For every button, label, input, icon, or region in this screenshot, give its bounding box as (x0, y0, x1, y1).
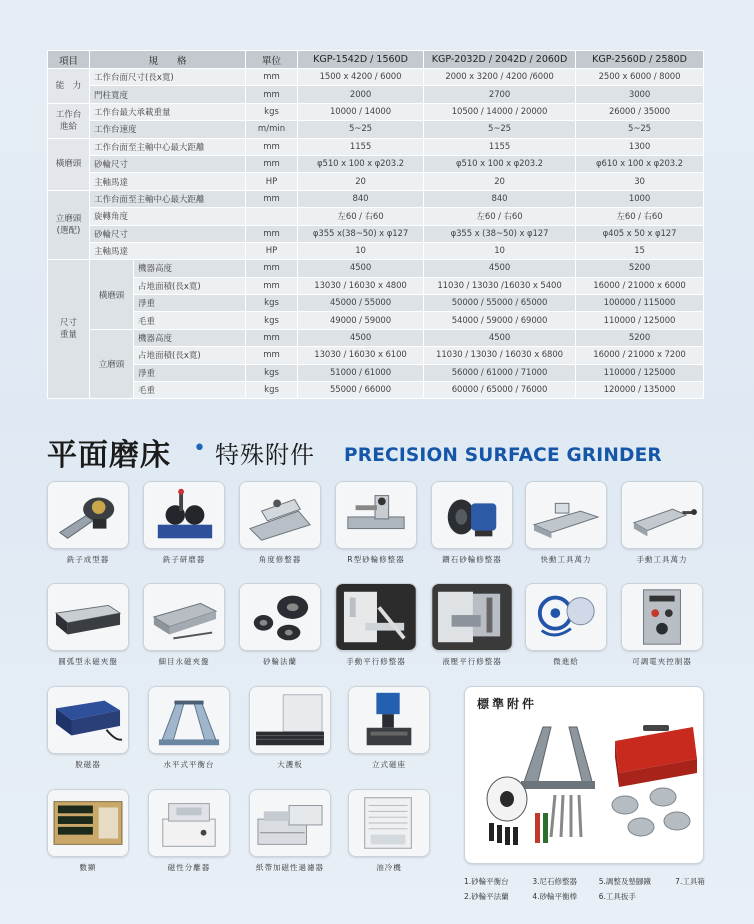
spec-unit (246, 208, 298, 225)
spec-value: φ405 x 50 x φ127 (576, 225, 704, 242)
spec-item: 工作台速度 (90, 121, 246, 138)
profile-dresser-icon (47, 481, 129, 549)
paper-magnetic-filter-icon (249, 789, 331, 857)
spec-row (48, 312, 704, 329)
accessory-caption: 立式磁座 (372, 760, 406, 769)
header-unit: 單位 (246, 51, 298, 69)
accessory-caption: 紙帶加磁性過濾器 (256, 863, 324, 872)
standard-accessories-illustration (465, 687, 704, 864)
spec-row (48, 190, 704, 207)
standard-item: 3.尼石修整器 (532, 877, 578, 886)
spec-value: φ510 x 100 x φ203.2 (298, 155, 424, 172)
accessory-profile-dresser (47, 481, 129, 565)
spec-row (48, 225, 704, 242)
standard-item: 1.砂輪平衡台 (464, 877, 509, 886)
accessory-caption: 快動工具萬力 (540, 555, 592, 564)
spec-unit: mm (246, 155, 298, 172)
spec-unit: mm (246, 277, 298, 294)
title-english: PRECISION SURFACE GRINDER (344, 445, 662, 466)
diamond-dresser-icon (431, 481, 513, 549)
spec-value: 20 (298, 173, 424, 190)
accessory-caption: 數顯 (79, 863, 97, 872)
accessory-caption: 砂輪法蘭 (263, 657, 297, 666)
spec-row (48, 208, 704, 225)
hydraulic-parallel-dresser-icon (431, 583, 513, 651)
accessory-caption: 液壓平行修整器 (442, 657, 502, 666)
accessory-caption: 角度修整器 (258, 555, 302, 564)
radius-dresser-icon (335, 481, 417, 549)
spec-row (48, 173, 704, 190)
spec-value: 左60 / 右60 (576, 208, 704, 225)
spec-value: 45000 / 55000 (298, 295, 424, 312)
standard-item: 5.調整及墊腳鐵 (598, 877, 651, 886)
spec-item: 毛重 (134, 312, 246, 329)
wheel-flange-icon (239, 583, 321, 651)
group-capacity: 能 力 (48, 69, 90, 104)
magnetic-separator-icon (148, 789, 230, 857)
spec-value: φ610 x 100 x φ203.2 (576, 155, 704, 172)
accessory-quick-vise (525, 481, 607, 565)
spec-unit: kgs (246, 295, 298, 312)
spec-value: 1000 (576, 190, 704, 207)
group-cross-head: 橫磨頭 (48, 138, 90, 190)
spec-item: 機器高度 (134, 260, 246, 277)
spec-value: 4500 (298, 260, 424, 277)
spec-row (48, 138, 704, 155)
spec-value: 1155 (298, 138, 424, 155)
spec-item: 占地面積(長x寬) (134, 277, 246, 294)
spec-item: 淨重 (134, 295, 246, 312)
spec-row (48, 155, 704, 172)
chuck-controller-icon (621, 583, 703, 651)
accessory-caption: 微進給 (553, 657, 579, 666)
spec-unit: mm (246, 347, 298, 364)
accessory-oil-cooler (348, 789, 430, 873)
spec-value: 4500 (424, 329, 576, 346)
spec-unit: kgs (246, 103, 298, 120)
spec-value: 100000 / 115000 (576, 295, 704, 312)
spec-value: 11030 / 13030 / 16030 x 6800 (424, 347, 576, 364)
accessory-demagnetizer (47, 686, 129, 770)
spec-item: 砂輪尺寸 (90, 155, 246, 172)
balancing-stand-icon (148, 686, 230, 754)
accessory-hydraulic-parallel-dresser (431, 583, 513, 667)
spec-value: 2500 x 6000 / 8000 (576, 69, 704, 86)
title-dot: • (193, 436, 206, 461)
spec-row (48, 260, 704, 277)
spec-item: 占地面積(長x寬) (134, 347, 246, 364)
header-item: 項目 (48, 51, 90, 69)
spec-value: 840 (424, 190, 576, 207)
title-chinese-main: 平面磨床 (47, 438, 171, 473)
spec-value: 13030 / 16030 x 4800 (298, 277, 424, 294)
accessory-caption: 可調電夾控制器 (632, 657, 692, 666)
accessory-caption: 大護板 (277, 760, 303, 769)
spec-value: 10 (298, 242, 424, 259)
arc-magnetic-chuck-icon (47, 583, 129, 651)
spec-item: 門柱寬度 (90, 86, 246, 103)
fine-pole-chuck-icon (143, 583, 225, 651)
accessory-caption: 磁性分離器 (167, 863, 211, 872)
spec-unit: mm (246, 260, 298, 277)
spec-value: 16000 / 21000 x 7200 (576, 347, 704, 364)
spec-header-row (48, 51, 704, 69)
spec-value: 16000 / 21000 x 6000 (576, 277, 704, 294)
standard-item: 6.工具扳手 (598, 892, 636, 901)
spec-item: 主軸馬達 (90, 173, 246, 190)
accessory-paper-magnetic-filter (249, 789, 331, 873)
spec-value: 110000 / 125000 (576, 364, 704, 381)
spec-value: 10000 / 14000 (298, 103, 424, 120)
spec-unit: mm (246, 190, 298, 207)
vertical-magnet-base-icon (348, 686, 430, 754)
spec-value: 51000 / 61000 (298, 364, 424, 381)
spec-row (48, 329, 704, 346)
standard-item: 7.工具箱 (675, 877, 705, 886)
spec-item: 工作台面尺寸(長x寬) (90, 69, 246, 86)
spec-value: 54000 / 59000 / 69000 (424, 312, 576, 329)
standard-accessories-list (464, 874, 714, 904)
spec-value: 56000 / 61000 / 71000 (424, 364, 576, 381)
accessory-caption: 油冷機 (376, 863, 402, 872)
spec-item: 旋轉角度 (90, 208, 246, 225)
oil-cooler-icon (348, 789, 430, 857)
standard-item: 2.砂輪平法蘭 (464, 892, 509, 901)
micro-feed-icon (525, 583, 607, 651)
demagnetizer-icon (47, 686, 129, 754)
spec-value: 50000 / 55000 / 65000 (424, 295, 576, 312)
spec-row (48, 121, 704, 138)
spec-row (48, 103, 704, 120)
accessory-caption: 圓弧型永磁夾盤 (58, 657, 118, 666)
spec-value: 4500 (298, 329, 424, 346)
accessory-caption: 鑽石砂輪修整器 (442, 555, 502, 564)
spec-value: φ510 x 100 x φ203.2 (424, 155, 576, 172)
accessory-balancing-stand (148, 686, 230, 770)
header-model-1: KGP-1542D / 1560D (298, 51, 424, 69)
spec-table (47, 50, 704, 399)
header-model-3: KGP-2560D / 2580D (576, 51, 704, 69)
subgroup-vertical-head: 立磨頭 (90, 329, 134, 399)
spec-value: 110000 / 125000 (576, 312, 704, 329)
accessory-vertical-magnet-base (348, 686, 430, 770)
spec-item: 工作台面至主軸中心最大距離 (90, 190, 246, 207)
spec-unit: kgs (246, 382, 298, 399)
spec-unit: mm (246, 69, 298, 86)
accessory-caption: 手動工具萬力 (636, 555, 688, 564)
spec-item: 淨重 (134, 364, 246, 381)
accessory-manual-vise (621, 481, 703, 565)
spec-value: 5~25 (298, 121, 424, 138)
spec-unit: m/min (246, 121, 298, 138)
spec-value: 5~25 (424, 121, 576, 138)
spec-value: 5200 (576, 260, 704, 277)
accessory-caption: R型砂輪修整器 (347, 555, 405, 564)
spec-value: 49000 / 59000 (298, 312, 424, 329)
header-model-2: KGP-2032D / 2042D / 2060D (424, 51, 576, 69)
group-table-feed: 工作台 進給 (48, 103, 90, 138)
spec-value: 11030 / 13030 /16030 x 5400 (424, 277, 576, 294)
digital-readout-icon (47, 789, 129, 857)
spec-value: 1155 (424, 138, 576, 155)
title-chinese-sub: 特殊附件 (215, 441, 315, 469)
spec-value: 4500 (424, 260, 576, 277)
spec-value: 2000 x 3200 / 4200 /6000 (424, 69, 576, 86)
accessory-angle-dresser (239, 481, 321, 565)
accessory-chuck-controller (621, 583, 703, 667)
spec-unit: kgs (246, 312, 298, 329)
group-vertical-head: 立磨頭 (選配) (48, 190, 90, 260)
spec-unit: HP (246, 242, 298, 259)
accessory-guard-plate (249, 686, 331, 770)
spec-value: 1300 (576, 138, 704, 155)
accessory-micro-feed (525, 583, 607, 667)
accessory-fine-pole-chuck (143, 583, 225, 667)
spec-value: 55000 / 66000 (298, 382, 424, 399)
spec-value: 840 (298, 190, 424, 207)
spec-row (48, 242, 704, 259)
spec-unit: mm (246, 225, 298, 242)
spec-row (48, 86, 704, 103)
accessory-caption: 水平式平衡台 (163, 760, 215, 769)
spec-value: 30 (576, 173, 704, 190)
standard-item: 4.砂輪平衡棒 (532, 892, 578, 901)
manual-vise-icon (621, 481, 703, 549)
cutter-grinder-icon (143, 481, 225, 549)
section-title (47, 430, 707, 473)
accessory-magnetic-separator (148, 789, 230, 873)
spec-item: 毛重 (134, 382, 246, 399)
spec-value: 20 (424, 173, 576, 190)
spec-value: 13030 / 16030 x 6100 (298, 347, 424, 364)
spec-unit: HP (246, 173, 298, 190)
spec-item: 工作台面至主軸中心最大距離 (90, 138, 246, 155)
spec-row (48, 69, 704, 86)
guard-plate-icon (249, 686, 331, 754)
standard-accessories-title: 標準附件 (477, 697, 538, 711)
spec-unit: mm (246, 86, 298, 103)
accessory-wheel-flange (239, 583, 321, 667)
accessory-radius-dresser (335, 481, 417, 565)
spec-row (48, 347, 704, 364)
spec-value: 1500 x 4200 / 6000 (298, 69, 424, 86)
spec-value: 2000 (298, 86, 424, 103)
accessory-manual-parallel-dresser (335, 583, 417, 667)
spec-item: 砂輪尺寸 (90, 225, 246, 242)
accessory-caption: 手動平行修整器 (346, 657, 406, 666)
accessory-cutter-grinder (143, 481, 225, 565)
spec-item: 工作台最大承載重量 (90, 103, 246, 120)
spec-item: 主軸馬達 (90, 242, 246, 259)
spec-value: 10 (424, 242, 576, 259)
spec-value: 10500 / 14000 / 20000 (424, 103, 576, 120)
spec-row (48, 295, 704, 312)
spec-unit: mm (246, 138, 298, 155)
spec-value: φ355 x (38~50) x φ127 (424, 225, 576, 242)
accessory-digital-readout (47, 789, 129, 873)
spec-row (48, 277, 704, 294)
accessory-caption: 銑子研磨器 (162, 555, 206, 564)
spec-row (48, 382, 704, 399)
standard-accessories-panel (464, 686, 704, 864)
header-spec: 規 格 (90, 51, 246, 69)
angle-dresser-icon (239, 481, 321, 549)
accessory-diamond-dresser (431, 481, 513, 565)
group-dimension: 尺寸 重量 (48, 260, 90, 399)
accessory-caption: 脫磁器 (75, 760, 101, 769)
spec-value: 15 (576, 242, 704, 259)
accessory-caption: 銑子成型器 (66, 555, 110, 564)
spec-value: 左60 / 右60 (424, 208, 576, 225)
spec-value: 5200 (576, 329, 704, 346)
subgroup-cross-head: 橫磨頭 (90, 260, 134, 330)
manual-parallel-dresser-icon (335, 583, 417, 651)
accessory-arc-magnetic-chuck (47, 583, 129, 667)
spec-row (48, 364, 704, 381)
spec-value: 左60 / 右60 (298, 208, 424, 225)
spec-value: 5~25 (576, 121, 704, 138)
spec-unit: kgs (246, 364, 298, 381)
spec-item: 機器高度 (134, 329, 246, 346)
spec-unit: mm (246, 329, 298, 346)
spec-value: 120000 / 135000 (576, 382, 704, 399)
spec-value: φ355 x(38~50) x φ127 (298, 225, 424, 242)
spec-value: 3000 (576, 86, 704, 103)
spec-value: 2700 (424, 86, 576, 103)
quick-vise-icon (525, 481, 607, 549)
accessory-caption: 細目永磁夾盤 (158, 657, 210, 666)
spec-value: 60000 / 65000 / 76000 (424, 382, 576, 399)
spec-value: 26000 / 35000 (576, 103, 704, 120)
